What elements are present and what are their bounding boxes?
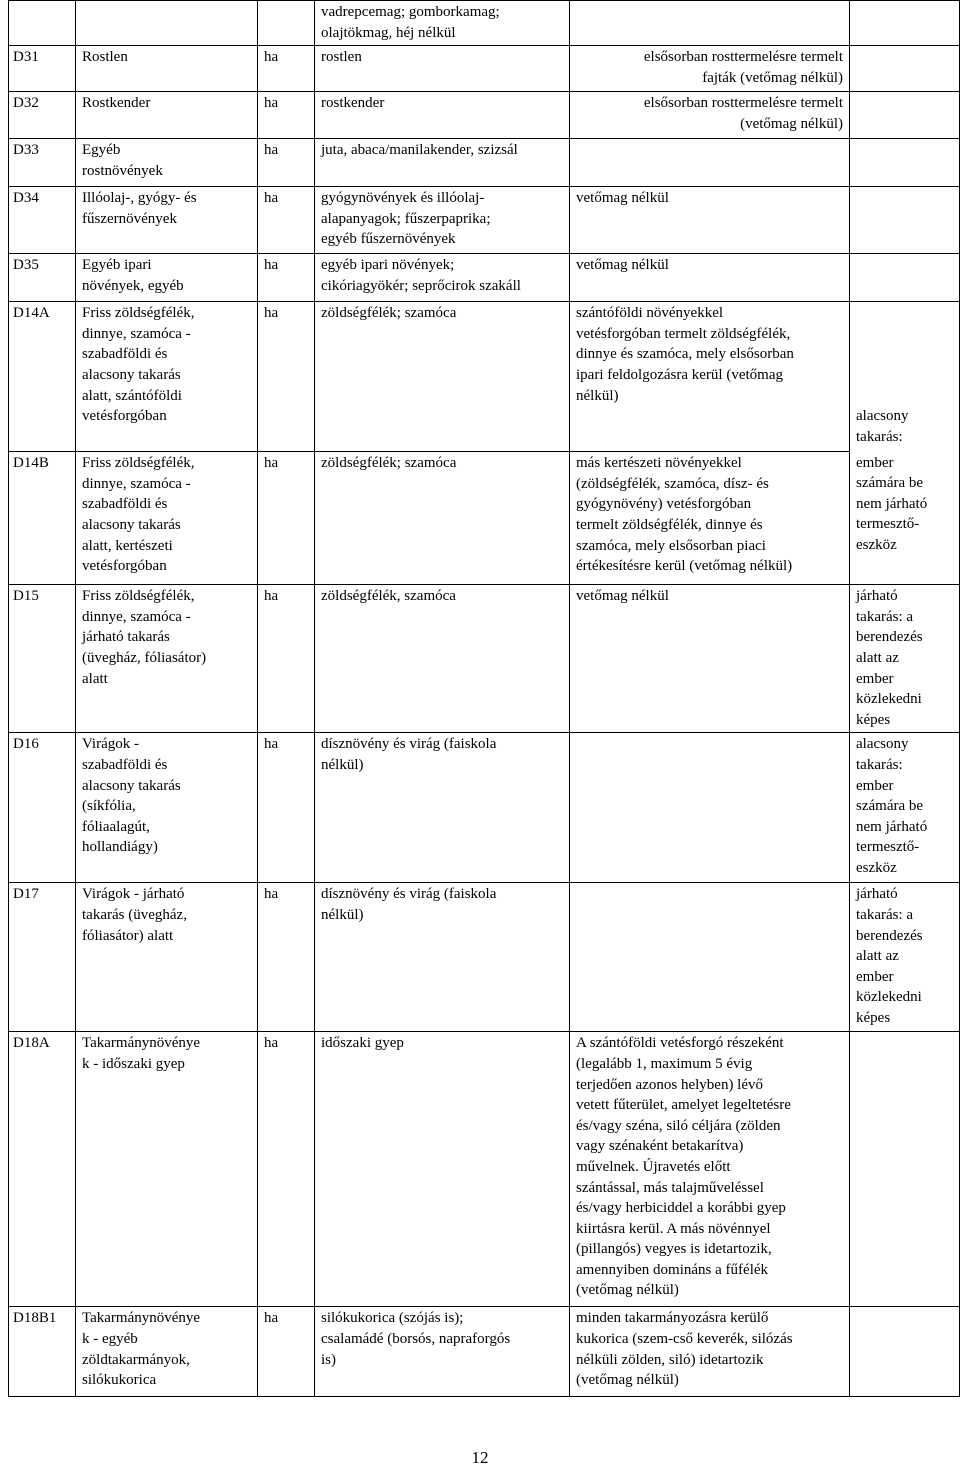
row-code: D17 — [9, 883, 76, 1032]
row-note: más kertészeti növényekkel (zöldségfélék, szamóca, dísz- és gyógynövény) vetésforgóban termelt zöldségfélék, dinnye és szamóca, mely elsősorban piaci értékesítésre kerül (vetőmag nélkül) — [570, 452, 850, 585]
row-note: szántóföldi növényekkel vetésforgóban termelt zöldségfélék, dinnye és szamóca, mely elsősorban ipari feldolgozásra kerül (vetőmag nélkül) — [570, 302, 850, 452]
table-row — [9, 92, 960, 139]
row-unit: ha — [258, 139, 315, 187]
row-cover: járható takarás: a berendezés alatt az ember közlekedni képes — [850, 585, 960, 733]
row-code: D31 — [9, 46, 76, 92]
page-number: 12 — [471, 1448, 489, 1467]
row-content: silókukorica (szójás is); csalamádé (borsós, napraforgós is) — [315, 1307, 570, 1397]
table-row — [9, 883, 960, 1032]
table-row — [9, 1032, 960, 1307]
row-note: vetőmag nélkül — [570, 585, 850, 733]
row-content: dísznövény és virág (faiskola nélkül) — [315, 883, 570, 1032]
row-note — [570, 139, 850, 187]
row-cover — [850, 139, 960, 187]
row-name: Virágok - járható takarás (üvegház, fóliasátor) alatt — [76, 883, 258, 1032]
row-name: Friss zöldségfélék, dinnye, szamóca - szabadföldi és alacsony takarás alatt, szántóföldi vetésforgóban — [76, 302, 258, 452]
row-content: juta, abaca/manilakender, szizsál — [315, 139, 570, 187]
row-unit: ha — [258, 254, 315, 302]
row-content: zöldségfélék; szamóca — [315, 452, 570, 585]
table-row — [9, 254, 960, 302]
row-unit: ha — [258, 187, 315, 254]
row-note: vetőmag nélkül — [570, 254, 850, 302]
row-unit: ha — [258, 1032, 315, 1307]
row-code: D35 — [9, 254, 76, 302]
table-row — [9, 1307, 960, 1397]
row-unit: ha — [258, 302, 315, 452]
product-code-table — [8, 0, 960, 1397]
row-code: D18B1 — [9, 1307, 76, 1397]
row-name: Friss zöldségfélék, dinnye, szamóca - járható takarás (üvegház, fóliasátor) alatt — [76, 585, 258, 733]
row-unit: ha — [258, 883, 315, 1032]
row-content: vadrepcemag; gomborkamag; olajtökmag, héj nélkül — [315, 1, 570, 46]
row-code: D14A — [9, 302, 76, 452]
row-note: elsősorban rosttermelésre termelt fajták (vetőmag nélkül) — [570, 46, 850, 92]
row-unit: ha — [258, 92, 315, 139]
row-name: Takarmánynövénye k - időszaki gyep — [76, 1032, 258, 1307]
row-note: A szántóföldi vetésforgó részeként (legalább 1, maximum 5 évig terjedően azonos helyben) lévő vetett fűterület, amelyet legeltetésre és/vagy széna, siló céljára (zölden vagy szénaként betakarítva) művelnek. Újravetés előtt szántással, más talajműveléssel és/vagy herbiciddel a korábbi gyep kiirtásra kerül. A más növénnyel (pillangós) vegyes is idetartozik, amennyiben domináns a fűfélék (vetőmag nélkül) — [570, 1032, 850, 1307]
row-code: D15 — [9, 585, 76, 733]
row-unit: ha — [258, 733, 315, 883]
row-name: Virágok - szabadföldi és alacsony takarás (síkfólia, fóliaalagút, hollandiágy) — [76, 733, 258, 883]
row-name: Egyéb rostnövények — [76, 139, 258, 187]
row-content: időszaki gyep — [315, 1032, 570, 1307]
row-cover — [850, 254, 960, 302]
row-content: zöldségfélék, szamóca — [315, 585, 570, 733]
row-cover: járható takarás: a berendezés alatt az ember közlekedni képes — [850, 883, 960, 1032]
row-cover — [850, 187, 960, 254]
row-content: dísznövény és virág (faiskola nélkül) — [315, 733, 570, 883]
row-cover: ember számára be nem járható termesztő- eszköz — [850, 452, 960, 585]
row-cover — [850, 92, 960, 139]
row-code: D14B — [9, 452, 76, 585]
row-code — [9, 1, 76, 46]
row-unit — [258, 1, 315, 46]
row-code: D32 — [9, 92, 76, 139]
row-code: D34 — [9, 187, 76, 254]
table-row — [9, 46, 960, 92]
table-row — [9, 733, 960, 883]
row-name: Takarmánynövénye k - egyéb zöldtakarmányok, silókukorica — [76, 1307, 258, 1397]
table-row — [9, 1, 960, 46]
table-row — [9, 139, 960, 187]
row-content: egyéb ipari növények; cikóriagyökér; seprőcirok szakáll — [315, 254, 570, 302]
row-note — [570, 1, 850, 46]
row-code: D33 — [9, 139, 76, 187]
row-content: gyógynövények és illóolaj- alapanyagok; fűszerpaprika; egyéb fűszernövények — [315, 187, 570, 254]
row-content: rostkender — [315, 92, 570, 139]
row-name: Rostlen — [76, 46, 258, 92]
row-note: elsősorban rosttermelésre termelt (vetőmag nélkül) — [570, 92, 850, 139]
row-cover — [850, 46, 960, 92]
row-note: vetőmag nélkül — [570, 187, 850, 254]
row-code: D16 — [9, 733, 76, 883]
table-row — [9, 187, 960, 254]
row-name: Rostkender — [76, 92, 258, 139]
row-unit: ha — [258, 452, 315, 585]
row-content: zöldségfélék; szamóca — [315, 302, 570, 452]
row-cover: alacsony takarás: ember számára be nem járható termesztő- eszköz — [850, 733, 960, 883]
row-unit: ha — [258, 1307, 315, 1397]
row-name: Illóolaj-, gyógy- és fűszernövények — [76, 187, 258, 254]
table-row — [9, 452, 960, 585]
row-cover — [850, 1, 960, 46]
row-code: D18A — [9, 1032, 76, 1307]
row-name — [76, 1, 258, 46]
table-row — [9, 585, 960, 733]
row-name: Egyéb ipari növények, egyéb — [76, 254, 258, 302]
row-note — [570, 883, 850, 1032]
row-cover — [850, 1307, 960, 1397]
table-row — [9, 302, 960, 452]
row-content: rostlen — [315, 46, 570, 92]
row-name: Friss zöldségfélék, dinnye, szamóca - szabadföldi és alacsony takarás alatt, kertészeti vetésforgóban — [76, 452, 258, 585]
row-cover: alacsony takarás: — [850, 302, 960, 452]
row-unit: ha — [258, 46, 315, 92]
row-note: minden takarmányozásra kerülő kukorica (szem-cső keverék, silózás nélküli zölden, siló) idetartozik (vetőmag nélkül) — [570, 1307, 850, 1397]
row-unit: ha — [258, 585, 315, 733]
row-cover — [850, 1032, 960, 1307]
row-note — [570, 733, 850, 883]
